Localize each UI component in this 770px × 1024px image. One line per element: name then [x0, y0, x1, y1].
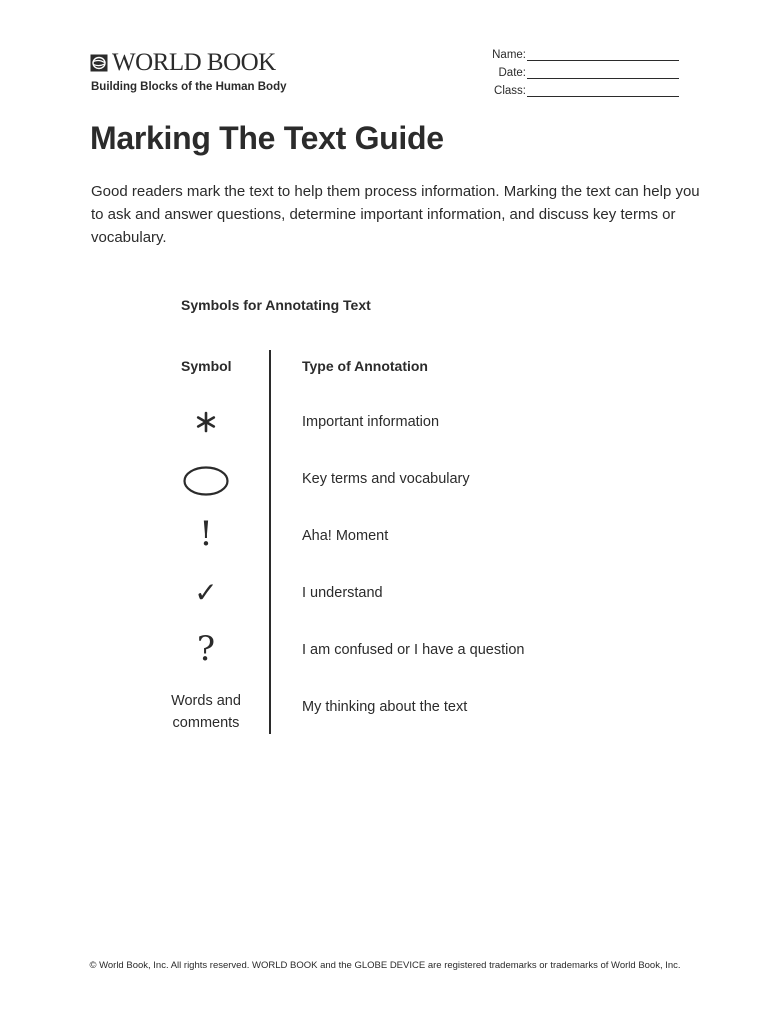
globe-icon — [90, 54, 108, 72]
annotation-column-header: Type of Annotation — [302, 358, 428, 374]
annotation-type: Key terms and vocabulary — [302, 471, 470, 487]
checkmark-icon: ✓ — [194, 576, 218, 609]
question-mark-icon: ? — [196, 629, 216, 669]
date-label: Date: — [498, 67, 526, 79]
class-label: Class: — [494, 85, 526, 97]
annotation-type: I am confused or I have a question — [302, 642, 525, 658]
symbol-text-line: Words and — [171, 693, 241, 709]
annotation-type: My thinking about the text — [302, 699, 468, 715]
class-line[interactable] — [527, 84, 679, 97]
class-field[interactable] — [492, 79, 679, 97]
world-book-logo — [90, 50, 276, 76]
symbol-cell — [150, 465, 262, 502]
symbol-column-header: Symbol — [181, 358, 232, 374]
date-line[interactable] — [527, 66, 679, 79]
column-divider — [269, 350, 271, 734]
annotation-type: I understand — [302, 585, 383, 601]
annotation-type: Aha! Moment — [302, 528, 389, 544]
table-title: Symbols for Annotating Text — [181, 297, 371, 313]
date-field[interactable] — [492, 61, 679, 79]
name-label: Name: — [492, 49, 526, 61]
annotation-type: Important information — [302, 414, 440, 430]
asterisk-icon — [195, 411, 217, 433]
name-field[interactable] — [492, 43, 679, 61]
intro-paragraph: Good readers mark the text to help them process information. Marking the text can help you to ask and answer questions, determine important information, and discuss key terms or vocabulary. — [91, 183, 700, 246]
worksheet-subtitle: Building Blocks of the Human Body — [91, 81, 287, 93]
symbol-cell — [150, 690, 262, 734]
symbol-text-line: comments — [172, 715, 240, 731]
page-title: Marking The Text Guide — [90, 120, 444, 156]
exclamation-icon: ! — [199, 514, 213, 554]
copyright-footer: © World Book, Inc. All rights reserved. WORLD BOOK and the GLOBE DEVICE are registered trademarks or trademarks of World Book, Inc. — [89, 960, 681, 971]
student-info-fields — [492, 43, 679, 97]
circle-icon — [182, 465, 230, 497]
brand-name: WORLD BOOK — [112, 49, 276, 76]
symbol-cell — [150, 411, 262, 438]
name-line[interactable] — [527, 48, 679, 61]
